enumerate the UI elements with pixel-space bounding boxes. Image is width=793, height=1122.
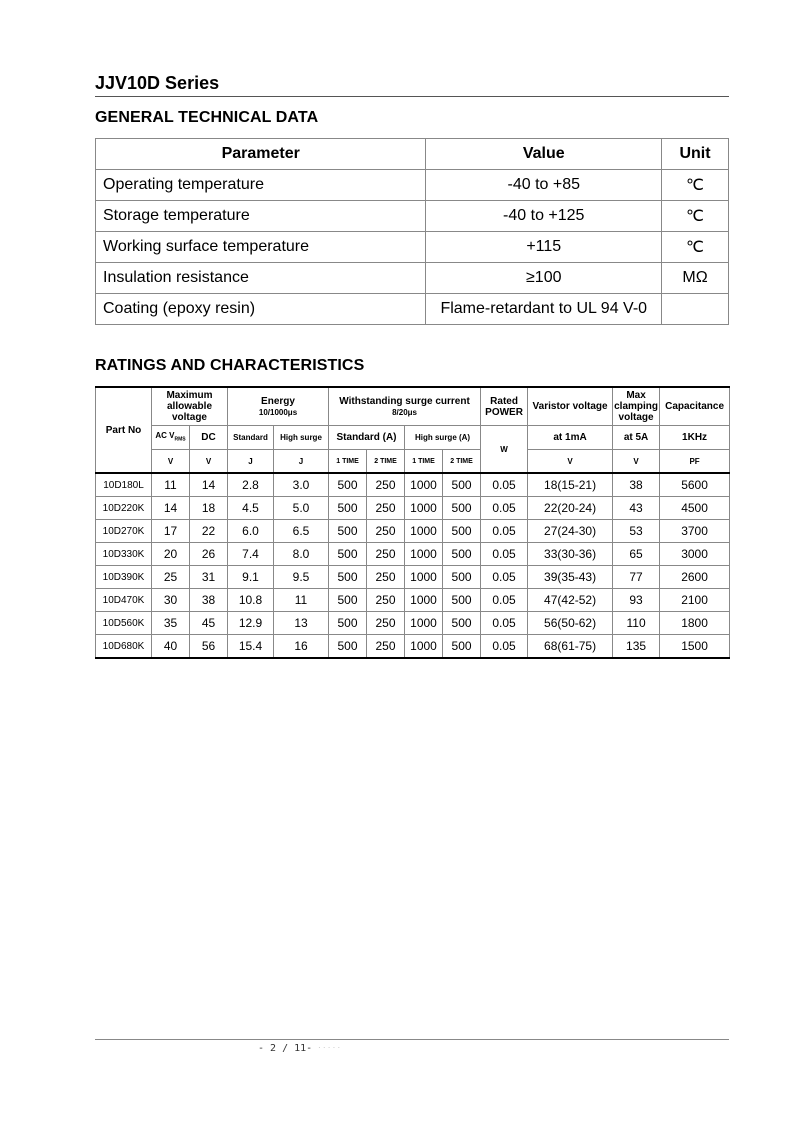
table-row	[96, 263, 729, 294]
rating-cell: 1000	[405, 497, 443, 520]
varistor-header: Varistor voltage	[528, 387, 613, 426]
dc-header: DC	[190, 426, 228, 450]
rating-cell: 250	[367, 520, 405, 543]
col-parameter: Parameter	[96, 139, 426, 170]
ratings-header-row-1	[96, 387, 730, 426]
rating-cell: 1000	[405, 543, 443, 566]
rating-cell: 18(15-21)	[528, 473, 613, 497]
table-row	[96, 497, 730, 520]
rating-cell: 26	[190, 543, 228, 566]
ratings-header-row-2	[96, 426, 730, 450]
rating-cell: 17	[152, 520, 190, 543]
table-row	[96, 589, 730, 612]
rating-cell: 93	[613, 589, 660, 612]
rating-cell: 35	[152, 612, 190, 635]
rating-cell: 1000	[405, 589, 443, 612]
rating-cell: 6.0	[228, 520, 274, 543]
unit-cell: ℃	[662, 201, 729, 232]
general-technical-table	[95, 138, 729, 325]
rating-cell: 1800	[660, 612, 730, 635]
param-cell: Working surface temperature	[96, 232, 426, 263]
ac-v-sub: RMS	[174, 436, 186, 443]
unit-v-ac: V	[152, 450, 190, 474]
surge-header	[329, 387, 481, 426]
unit-cell: ℃	[662, 232, 729, 263]
rating-cell: 500	[443, 520, 481, 543]
series-title: JJV10D Series	[95, 73, 220, 93]
rating-cell: 14	[152, 497, 190, 520]
rating-cell: 15.4	[228, 635, 274, 659]
rating-cell: 47(42-52)	[528, 589, 613, 612]
value-cell: ≥100	[426, 263, 662, 294]
rating-cell: 500	[329, 520, 367, 543]
energy-label: Energy	[261, 395, 295, 407]
part-no-cell: 10D180L	[96, 473, 152, 497]
rating-cell: 0.05	[481, 543, 528, 566]
rating-cell: 500	[443, 612, 481, 635]
table-row	[96, 232, 729, 263]
rating-cell: 43	[613, 497, 660, 520]
col-value: Value	[426, 139, 662, 170]
table-row	[96, 170, 729, 201]
high-surge-a-header: High surge (A)	[405, 426, 481, 450]
footer-faint-text: · · · · ·	[318, 1043, 341, 1052]
rating-cell: 18	[190, 497, 228, 520]
rating-cell: 500	[443, 473, 481, 497]
ratings-header-row-3	[96, 450, 730, 474]
rating-cell: 250	[367, 497, 405, 520]
rating-cell: 30	[152, 589, 190, 612]
rating-cell: 4500	[660, 497, 730, 520]
rating-cell: 20	[152, 543, 190, 566]
value-cell: -40 to +85	[426, 170, 662, 201]
rating-cell: 1000	[405, 473, 443, 497]
surge-label: Withstanding surge current	[339, 395, 470, 407]
time-1-high: 1 TIME	[405, 450, 443, 474]
ratings-section-title: RATINGS AND CHARACTERISTICS	[95, 357, 365, 374]
rating-cell: 0.05	[481, 566, 528, 589]
general-header-row	[96, 139, 729, 170]
part-no-cell: 10D220K	[96, 497, 152, 520]
rating-cell: 250	[367, 589, 405, 612]
rating-cell: 1000	[405, 612, 443, 635]
rating-cell: 22(20-24)	[528, 497, 613, 520]
ratings-body	[96, 473, 730, 658]
rating-cell: 500	[443, 635, 481, 659]
unit-v-dc: V	[190, 450, 228, 474]
standard-header: Standard	[228, 426, 274, 450]
rating-cell: 110	[613, 612, 660, 635]
value-cell: +115	[426, 232, 662, 263]
table-row	[96, 566, 730, 589]
rating-cell: 45	[190, 612, 228, 635]
param-cell: Insulation resistance	[96, 263, 426, 294]
value-cell: Flame-retardant to UL 94 V-0	[426, 294, 662, 325]
rating-cell: 1000	[405, 566, 443, 589]
rating-cell: 5600	[660, 473, 730, 497]
rating-cell: 500	[329, 543, 367, 566]
rating-cell: 27(24-30)	[528, 520, 613, 543]
rating-cell: 13	[274, 612, 329, 635]
rating-cell: 65	[613, 543, 660, 566]
ac-v-label: AC V	[155, 430, 175, 440]
rating-cell: 1000	[405, 520, 443, 543]
rating-cell: 2600	[660, 566, 730, 589]
unit-j-high: J	[274, 450, 329, 474]
rating-cell: 56	[190, 635, 228, 659]
page-number: - 2 / 11-	[258, 1043, 313, 1054]
rating-cell: 500	[443, 589, 481, 612]
rating-cell: 9.5	[274, 566, 329, 589]
rating-cell: 11	[152, 473, 190, 497]
rating-cell: 250	[367, 473, 405, 497]
energy-sub-label: 10/1000μs	[258, 407, 298, 417]
rating-cell: 250	[367, 543, 405, 566]
rating-cell: 38	[190, 589, 228, 612]
rating-cell: 2100	[660, 589, 730, 612]
rating-cell: 11	[274, 589, 329, 612]
unit-v-clamping: V	[613, 450, 660, 474]
rating-cell: 25	[152, 566, 190, 589]
time-2-standard: 2 TIME	[367, 450, 405, 474]
unit-cell: MΩ	[662, 263, 729, 294]
rating-cell: 250	[367, 612, 405, 635]
param-cell: Operating temperature	[96, 170, 426, 201]
rating-cell: 39(35-43)	[528, 566, 613, 589]
rating-cell: 12.9	[228, 612, 274, 635]
table-row	[96, 473, 730, 497]
rating-cell: 500	[329, 566, 367, 589]
rating-cell: 5.0	[274, 497, 329, 520]
rating-cell: 0.05	[481, 612, 528, 635]
rating-cell: 7.4	[228, 543, 274, 566]
rating-cell: 500	[443, 497, 481, 520]
rating-cell: 1000	[405, 635, 443, 659]
rating-cell: 500	[329, 497, 367, 520]
rating-cell: 0.05	[481, 589, 528, 612]
rating-cell: 500	[443, 566, 481, 589]
rating-cell: 4.5	[228, 497, 274, 520]
rating-cell: 1500	[660, 635, 730, 659]
max-voltage-header: Maximum allowable voltage	[152, 387, 228, 426]
rating-cell: 77	[613, 566, 660, 589]
table-row	[96, 520, 730, 543]
general-section-title: GENERAL TECHNICAL DATA	[95, 109, 319, 126]
rating-cell: 68(61-75)	[528, 635, 613, 659]
rating-cell: 500	[329, 612, 367, 635]
capacitance-header: Capacitance	[660, 387, 730, 426]
part-no-cell: 10D680K	[96, 635, 152, 659]
value-cell: -40 to +125	[426, 201, 662, 232]
part-no-cell: 10D330K	[96, 543, 152, 566]
rating-cell: 3.0	[274, 473, 329, 497]
rating-cell: 10.8	[228, 589, 274, 612]
rating-cell: 33(30-36)	[528, 543, 613, 566]
surge-sub-label: 8/20μs	[392, 407, 417, 417]
rating-cell: 3700	[660, 520, 730, 543]
ratings-table	[95, 386, 730, 659]
at-5a-header: at 5A	[613, 426, 660, 450]
title-rule	[95, 96, 729, 97]
khz-header: 1KHz	[660, 426, 730, 450]
part-no-cell: 10D270K	[96, 520, 152, 543]
standard-a-header: Standard (A)	[329, 426, 405, 450]
rating-cell: 8.0	[274, 543, 329, 566]
rating-cell: 0.05	[481, 473, 528, 497]
rating-cell: 3000	[660, 543, 730, 566]
rating-cell: 0.05	[481, 497, 528, 520]
rating-cell: 135	[613, 635, 660, 659]
ac-v-header	[152, 426, 190, 450]
table-row	[96, 543, 730, 566]
rating-cell: 16	[274, 635, 329, 659]
table-row	[96, 635, 730, 659]
rating-cell: 2.8	[228, 473, 274, 497]
param-cell: Coating (epoxy resin)	[96, 294, 426, 325]
high-surge-header: High surge	[274, 426, 329, 450]
part-no-cell: 10D470K	[96, 589, 152, 612]
rating-cell: 6.5	[274, 520, 329, 543]
energy-header	[228, 387, 329, 426]
rating-cell: 14	[190, 473, 228, 497]
unit-cell: ℃	[662, 170, 729, 201]
time-2-high: 2 TIME	[443, 450, 481, 474]
unit-cell	[662, 294, 729, 325]
part-no-cell: 10D390K	[96, 566, 152, 589]
unit-v-varistor: V	[528, 450, 613, 474]
rating-cell: 9.1	[228, 566, 274, 589]
rated-power-header: Rated POWER	[481, 387, 528, 426]
rating-cell: 500	[329, 473, 367, 497]
unit-j-standard: J	[228, 450, 274, 474]
table-row	[96, 294, 729, 325]
rating-cell: 500	[443, 543, 481, 566]
rating-cell: 250	[367, 566, 405, 589]
footer-rule	[95, 1039, 729, 1040]
part-no-header: Part No	[96, 387, 152, 473]
rating-cell: 22	[190, 520, 228, 543]
rating-cell: 40	[152, 635, 190, 659]
at-1ma-header: at 1mA	[528, 426, 613, 450]
rating-cell: 500	[329, 589, 367, 612]
rating-cell: 250	[367, 635, 405, 659]
part-no-cell: 10D560K	[96, 612, 152, 635]
table-row	[96, 201, 729, 232]
col-unit: Unit	[662, 139, 729, 170]
rating-cell: 53	[613, 520, 660, 543]
rating-cell: 31	[190, 566, 228, 589]
time-1-standard: 1 TIME	[329, 450, 367, 474]
rating-cell: 0.05	[481, 635, 528, 659]
rating-cell: 0.05	[481, 520, 528, 543]
param-cell: Storage temperature	[96, 201, 426, 232]
rating-cell: 56(50-62)	[528, 612, 613, 635]
unit-w: W	[481, 426, 528, 474]
unit-pf: PF	[660, 450, 730, 474]
rating-cell: 500	[329, 635, 367, 659]
rating-cell: 38	[613, 473, 660, 497]
table-row	[96, 612, 730, 635]
clamping-header: Max clamping voltage	[613, 387, 660, 426]
